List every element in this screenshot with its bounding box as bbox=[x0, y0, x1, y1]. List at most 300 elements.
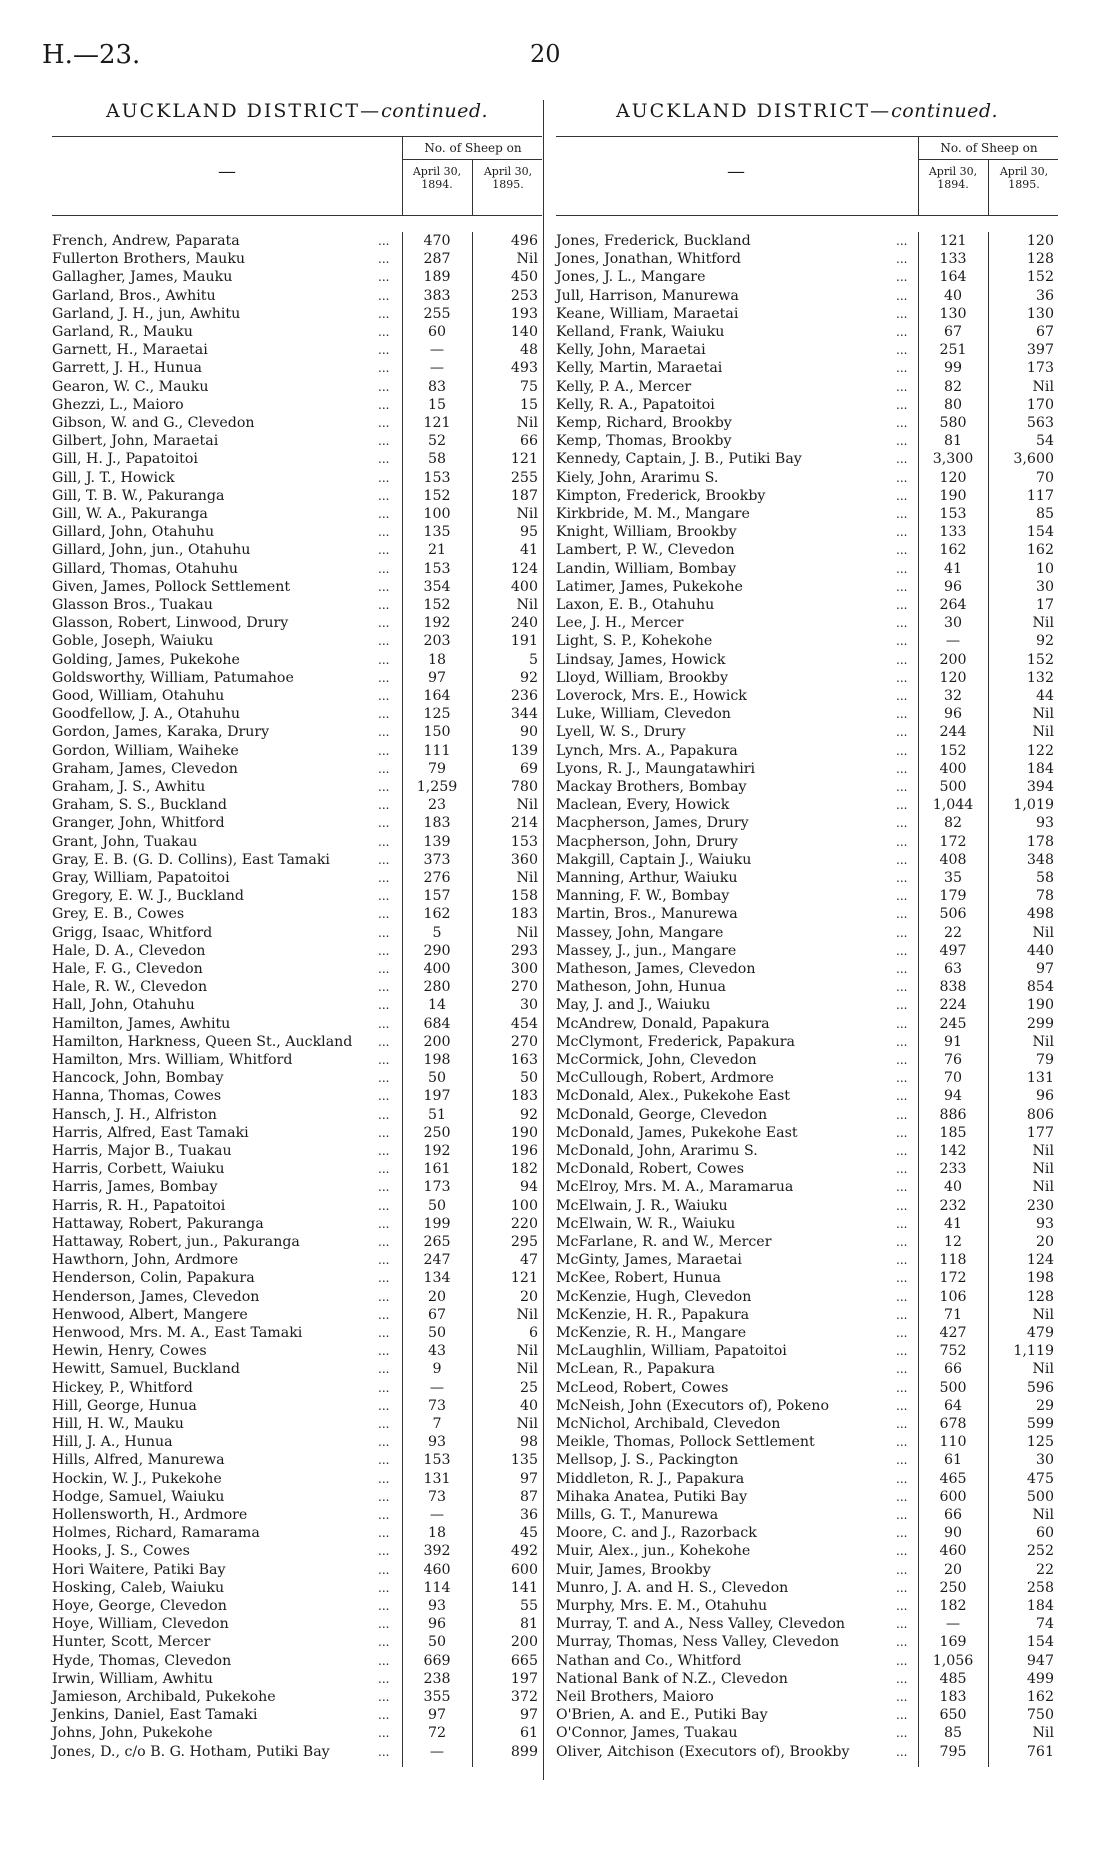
table-row bbox=[52, 1615, 542, 1633]
table-row bbox=[52, 378, 542, 396]
table-row bbox=[52, 487, 542, 505]
leader-dots: ... bbox=[896, 543, 908, 558]
table-row bbox=[52, 1269, 542, 1287]
owner-name-cell: McElwain, W. R., Waiuku bbox=[556, 1215, 736, 1232]
sheep-1895-cell: 899 bbox=[510, 1743, 538, 1760]
owner-name-cell: Hollensworth, H., Ardmore bbox=[52, 1507, 248, 1523]
sheep-1895-cell: 182 bbox=[510, 1161, 538, 1178]
owner-name-cell: Murphy, Mrs. E. M., Otahuhu bbox=[556, 1598, 768, 1614]
sheep-1894-cell: 164 bbox=[423, 688, 451, 704]
sheep-1894-cell: 131 bbox=[423, 1470, 451, 1487]
owner-name-cell: Gray, E. B. (G. D. Collins), East Tamaki bbox=[52, 851, 330, 868]
sheep-1894-cell: 66 bbox=[943, 1507, 963, 1523]
sheep-1895-cell: 17 bbox=[1035, 597, 1054, 613]
sheep-1894-cell: 255 bbox=[423, 305, 451, 322]
owner-name-cell: Glasson, Robert, Linwood, Drury bbox=[52, 615, 289, 632]
sheep-1894-cell: 506 bbox=[939, 906, 967, 923]
sheep-1895-cell: 152 bbox=[1026, 269, 1054, 286]
owner-name-cell: Hewin, Henry, Cowes bbox=[52, 1343, 207, 1360]
name-column-header: — bbox=[218, 161, 236, 182]
table-row bbox=[52, 1670, 542, 1688]
leader-dots: ... bbox=[896, 670, 908, 685]
sheep-1895-cell: 162 bbox=[1026, 542, 1054, 559]
leader-dots: ... bbox=[378, 361, 390, 376]
owner-name-cell: Maclean, Every, Howick bbox=[556, 797, 730, 814]
table-row bbox=[556, 869, 1058, 887]
sheep-1894-cell: 287 bbox=[423, 251, 451, 268]
table-row bbox=[556, 1597, 1058, 1615]
owner-name-cell: Kimpton, Frederick, Brookby bbox=[556, 487, 766, 504]
owner-name-cell: Luke, William, Clevedon bbox=[556, 706, 731, 723]
sheep-1894-cell: 203 bbox=[423, 633, 451, 650]
leader-dots: ... bbox=[896, 707, 908, 722]
sheep-1894-cell: 232 bbox=[939, 1197, 967, 1214]
leader-dots: ... bbox=[378, 470, 390, 485]
owner-name-cell: Nathan and Co., Whitford bbox=[556, 1652, 742, 1669]
table-row bbox=[556, 1033, 1058, 1051]
table-row bbox=[556, 396, 1058, 414]
owner-name-cell: Gill, T. B. W., Pakuranga bbox=[52, 487, 225, 504]
table-row bbox=[556, 1360, 1058, 1378]
table-row bbox=[52, 432, 542, 450]
sheep-1895-cell: Nil bbox=[516, 506, 538, 522]
sheep-1895-cell: 750 bbox=[1026, 1707, 1054, 1724]
table-row bbox=[52, 359, 542, 377]
owner-name-cell: Garland, J. H., jun, Awhitu bbox=[52, 305, 241, 322]
leader-dots: ... bbox=[896, 1089, 908, 1104]
leader-dots: ... bbox=[896, 743, 908, 758]
sheep-1894-cell: 97 bbox=[427, 669, 447, 686]
sheep-1894-cell: 60 bbox=[427, 324, 447, 340]
sheep-1894-cell: 67 bbox=[427, 1306, 447, 1323]
sheep-1895-cell: 41 bbox=[519, 542, 538, 559]
leader-dots: ... bbox=[378, 452, 390, 467]
table-row bbox=[556, 1451, 1058, 1469]
leader-dots: ... bbox=[378, 1089, 390, 1104]
sheep-1894-cell: 280 bbox=[423, 979, 451, 996]
table-row bbox=[556, 942, 1058, 960]
sheep-1895-cell: Nil bbox=[1032, 378, 1054, 395]
sheep-1894-cell: 245 bbox=[939, 1015, 967, 1032]
sheep-1895-cell: 125 bbox=[1026, 1434, 1054, 1451]
table-row bbox=[556, 450, 1058, 468]
owner-name-cell: Latimer, James, Pukekohe bbox=[556, 578, 743, 595]
sheep-1895-cell: 397 bbox=[1026, 342, 1054, 359]
leader-dots: ... bbox=[378, 1162, 390, 1177]
sheep-1895-cell: 500 bbox=[1026, 1488, 1054, 1505]
sheep-1894-cell: 23 bbox=[427, 797, 447, 814]
leader-dots: ... bbox=[378, 780, 390, 794]
owner-name-cell: Golding, James, Pukekohe bbox=[52, 651, 240, 668]
table-row bbox=[556, 1415, 1058, 1433]
leader-dots: ... bbox=[378, 907, 390, 922]
table-row bbox=[52, 1488, 542, 1506]
sheep-1894-cell: 35 bbox=[943, 870, 963, 886]
leader-dots: ... bbox=[378, 1398, 390, 1413]
leader-dots: ... bbox=[896, 1016, 908, 1031]
sheep-1894-cell: 93 bbox=[427, 1598, 447, 1614]
owner-name-cell: Gallagher, James, Mauku bbox=[52, 269, 233, 286]
table-row bbox=[556, 414, 1058, 432]
sheep-1894-cell: 153 bbox=[423, 560, 451, 577]
owner-name-cell: Irwin, William, Awhitu bbox=[52, 1670, 213, 1687]
sheep-1894-cell: 43 bbox=[427, 1343, 447, 1360]
table-row bbox=[556, 1306, 1058, 1324]
sheep-1894-cell: 197 bbox=[423, 1088, 451, 1105]
sheep-1895-cell: 135 bbox=[510, 1452, 538, 1469]
owner-name-cell: Henwood, Albert, Mangere bbox=[52, 1306, 248, 1323]
owner-name-cell: Henderson, James, Clevedon bbox=[52, 1288, 260, 1305]
sheep-1895-cell: 253 bbox=[510, 287, 538, 304]
table-row bbox=[52, 942, 542, 960]
sheep-1894-cell: 134 bbox=[423, 1270, 451, 1287]
sheep-1894-cell: 130 bbox=[939, 305, 967, 322]
owner-name-cell: Mellsop, J. S., Packington bbox=[556, 1452, 739, 1469]
sheep-1894-cell: — bbox=[429, 1507, 445, 1523]
table-row bbox=[52, 1288, 542, 1306]
sheep-1895-cell: 214 bbox=[510, 815, 538, 832]
sheep-1895-cell: 93 bbox=[1035, 815, 1054, 832]
table-row bbox=[52, 1160, 542, 1178]
leader-dots: ... bbox=[378, 1726, 390, 1741]
col-1895-header: April 30, 1895. bbox=[483, 165, 533, 191]
left-column bbox=[52, 96, 542, 1760]
sheep-1894-cell: 120 bbox=[939, 669, 967, 686]
table-row bbox=[556, 523, 1058, 541]
leader-dots: ... bbox=[378, 416, 390, 430]
owner-name-cell: McDonald, George, Clevedon bbox=[556, 1106, 768, 1123]
leader-dots: ... bbox=[896, 1071, 908, 1086]
sheep-1895-cell: 97 bbox=[519, 1470, 538, 1487]
column-rule bbox=[918, 232, 919, 1767]
leader-dots: ... bbox=[378, 1417, 390, 1431]
table-row bbox=[52, 268, 542, 286]
table-row bbox=[556, 632, 1058, 650]
sheep-count-group-header: No. of Sheep on bbox=[424, 141, 522, 155]
leader-dots: ... bbox=[378, 1016, 390, 1031]
sheep-1895-cell: 5 bbox=[528, 651, 538, 668]
owner-name-cell: Garland, R., Mauku bbox=[52, 324, 193, 340]
leader-dots: ... bbox=[378, 1307, 390, 1322]
sheep-1895-cell: 55 bbox=[519, 1598, 538, 1614]
sheep-1894-cell: 182 bbox=[939, 1598, 967, 1614]
owner-name-cell: Hill, George, Hunua bbox=[52, 1397, 197, 1414]
leader-dots: ... bbox=[896, 1599, 908, 1613]
sheep-1894-cell: 93 bbox=[427, 1434, 447, 1451]
sheep-1894-cell: 497 bbox=[939, 942, 967, 959]
owner-name-cell: Hickey, P., Whitford bbox=[52, 1379, 193, 1396]
sheep-1894-cell: 81 bbox=[943, 433, 963, 450]
table-row bbox=[52, 578, 542, 596]
leader-dots: ... bbox=[896, 689, 908, 703]
sheep-1894-cell: 169 bbox=[939, 1634, 967, 1651]
sheep-1894-cell: 121 bbox=[423, 415, 451, 431]
leader-dots: ... bbox=[896, 761, 908, 776]
leader-dots: ... bbox=[896, 1708, 908, 1723]
sheep-1894-cell: 465 bbox=[939, 1470, 967, 1487]
table-row bbox=[556, 1743, 1058, 1761]
owner-name-cell: Massey, John, Mangare bbox=[556, 924, 724, 941]
sheep-1894-cell: 71 bbox=[943, 1306, 963, 1323]
table-header bbox=[52, 136, 542, 216]
owner-name-cell: Mihaka Anatea, Putiki Bay bbox=[556, 1488, 748, 1505]
leader-dots: ... bbox=[896, 962, 908, 976]
leader-dots: ... bbox=[896, 1253, 908, 1268]
table-row bbox=[556, 560, 1058, 578]
sheep-1895-cell: 197 bbox=[510, 1670, 538, 1687]
leader-dots: ... bbox=[896, 652, 908, 667]
table-row bbox=[52, 1233, 542, 1251]
table-row bbox=[556, 378, 1058, 396]
leader-dots: ... bbox=[896, 616, 908, 631]
sheep-1894-cell: 73 bbox=[427, 1397, 447, 1414]
table-row bbox=[556, 1160, 1058, 1178]
table-row bbox=[556, 1615, 1058, 1633]
table-row bbox=[52, 742, 542, 760]
sheep-1895-cell: 22 bbox=[1035, 1561, 1054, 1578]
column-rule bbox=[988, 232, 989, 1767]
sheep-1895-cell: 255 bbox=[510, 469, 538, 486]
table-row bbox=[556, 1215, 1058, 1233]
sheep-1895-cell: Nil bbox=[1032, 1179, 1054, 1196]
table-row bbox=[52, 1342, 542, 1360]
sheep-1895-cell: 60 bbox=[1035, 1525, 1054, 1542]
sheep-1894-cell: 99 bbox=[943, 360, 963, 377]
leader-dots: ... bbox=[378, 1544, 390, 1559]
sheep-1895-cell: 200 bbox=[510, 1634, 538, 1651]
sheep-1894-cell: 250 bbox=[939, 1579, 967, 1596]
sheep-1894-cell: 40 bbox=[943, 287, 963, 304]
owner-name-cell: Landin, William, Bombay bbox=[556, 560, 737, 577]
leader-dots: ... bbox=[896, 1326, 908, 1340]
sheep-1894-cell: 21 bbox=[427, 542, 447, 559]
sheep-1895-cell: 75 bbox=[519, 378, 538, 395]
owner-name-cell: Manning, F. W., Bombay bbox=[556, 888, 730, 905]
sheep-1894-cell: 7 bbox=[432, 1416, 442, 1432]
leader-dots: ... bbox=[378, 343, 390, 358]
sheep-1895-cell: Nil bbox=[516, 924, 538, 941]
leader-dots: ... bbox=[896, 1289, 908, 1304]
sheep-1894-cell: 460 bbox=[939, 1543, 967, 1560]
table-row bbox=[52, 851, 542, 869]
sheep-1895-cell: 97 bbox=[519, 1707, 538, 1724]
leader-dots: ... bbox=[896, 1635, 908, 1650]
owner-name-cell: McNichol, Archibald, Clevedon bbox=[556, 1416, 781, 1432]
owner-name-cell: Hale, R. W., Clevedon bbox=[52, 979, 208, 996]
sheep-1895-cell: 131 bbox=[1026, 1070, 1054, 1087]
owner-name-cell: Harris, Major B., Tuakau bbox=[52, 1143, 232, 1159]
table-row bbox=[52, 1561, 542, 1579]
sheep-1895-cell: 152 bbox=[1026, 651, 1054, 668]
owner-name-cell: Hockin, W. J., Pukekohe bbox=[52, 1470, 222, 1487]
leader-dots: ... bbox=[896, 379, 908, 394]
leader-dots: ... bbox=[378, 1635, 390, 1650]
table-row bbox=[556, 341, 1058, 359]
sheep-1894-cell: 153 bbox=[423, 469, 451, 486]
right-column bbox=[556, 96, 1058, 1760]
header-rule bbox=[918, 137, 919, 215]
table-row bbox=[52, 1069, 542, 1087]
owner-name-cell: Gill, W. A., Pakuranga bbox=[52, 506, 208, 522]
sheep-1895-cell: 184 bbox=[1026, 760, 1054, 777]
owner-name-cell: McNeish, John (Executors of), Pokeno bbox=[556, 1397, 829, 1414]
table-row bbox=[52, 541, 542, 559]
owner-name-cell: Muir, Alex., jun., Kohekohe bbox=[556, 1543, 751, 1560]
owner-name-cell: Mills, G. T., Manurewa bbox=[556, 1507, 719, 1523]
owner-name-cell: Kemp, Richard, Brookby bbox=[556, 415, 732, 431]
sheep-1895-cell: 69 bbox=[519, 760, 538, 777]
table-row bbox=[556, 1433, 1058, 1451]
sheep-1895-cell: 158 bbox=[510, 888, 538, 905]
table-row bbox=[556, 614, 1058, 632]
leader-dots: ... bbox=[896, 361, 908, 376]
sheep-1894-cell: 238 bbox=[423, 1670, 451, 1687]
leader-dots: ... bbox=[896, 725, 908, 740]
sheep-1894-cell: 684 bbox=[423, 1015, 451, 1032]
sheep-1894-cell: 580 bbox=[939, 415, 967, 431]
table-row bbox=[556, 596, 1058, 614]
table-row bbox=[556, 1142, 1058, 1160]
owner-name-cell: McLean, R., Papakura bbox=[556, 1361, 715, 1378]
table-row bbox=[52, 1688, 542, 1706]
header-rule bbox=[472, 159, 473, 215]
sheep-1894-cell: 85 bbox=[943, 1725, 963, 1742]
leader-dots: ... bbox=[378, 1125, 390, 1140]
sheep-1895-cell: 394 bbox=[1026, 779, 1054, 795]
owner-name-cell: McElwain, J. R., Waiuku bbox=[556, 1197, 728, 1214]
owner-name-cell: Harris, Alfred, East Tamaki bbox=[52, 1124, 249, 1141]
leader-dots: ... bbox=[378, 980, 390, 995]
sheep-1894-cell: — bbox=[945, 633, 961, 650]
table-row bbox=[556, 1124, 1058, 1142]
leader-dots: ... bbox=[378, 1198, 390, 1213]
table-row bbox=[556, 1197, 1058, 1215]
table-row bbox=[52, 1124, 542, 1142]
table-row bbox=[556, 723, 1058, 741]
owner-name-cell: Glasson Bros., Tuakau bbox=[52, 597, 213, 613]
table-row bbox=[556, 1015, 1058, 1033]
sheep-1895-cell: 498 bbox=[1026, 906, 1054, 923]
sheep-1894-cell: 500 bbox=[939, 779, 967, 795]
sheep-1894-cell: 152 bbox=[423, 487, 451, 504]
table-row bbox=[52, 305, 542, 323]
table-row bbox=[556, 887, 1058, 905]
sheep-1895-cell: 236 bbox=[510, 688, 538, 704]
owner-name-cell: Graham, J. S., Awhitu bbox=[52, 779, 206, 795]
owner-name-cell: Hyde, Thomas, Clevedon bbox=[52, 1652, 232, 1669]
table-row bbox=[556, 669, 1058, 687]
sheep-1894-cell: 22 bbox=[943, 924, 963, 941]
leader-dots: ... bbox=[896, 1380, 908, 1395]
owner-name-cell: Granger, John, Whitford bbox=[52, 815, 225, 832]
table-row bbox=[556, 1379, 1058, 1397]
table-row bbox=[52, 905, 542, 923]
table-row bbox=[52, 614, 542, 632]
sheep-1894-cell: 83 bbox=[427, 378, 447, 395]
owner-name-cell: Hewitt, Samuel, Buckland bbox=[52, 1361, 240, 1378]
leader-dots: ... bbox=[896, 1235, 908, 1249]
sheep-count-group-header: No. of Sheep on bbox=[940, 141, 1038, 155]
sheep-1895-cell: 154 bbox=[1026, 1634, 1054, 1651]
sheep-1894-cell: 121 bbox=[939, 233, 967, 249]
leader-dots: ... bbox=[896, 1417, 908, 1431]
owner-name-cell: Jenkins, Daniel, East Tamaki bbox=[52, 1707, 258, 1724]
table-row bbox=[52, 924, 542, 942]
leader-dots: ... bbox=[896, 907, 908, 922]
sheep-1895-cell: 58 bbox=[1035, 870, 1054, 886]
leader-dots: ... bbox=[896, 1362, 908, 1377]
table-row bbox=[52, 1470, 542, 1488]
sheep-1894-cell: 164 bbox=[939, 269, 967, 286]
leader-dots: ... bbox=[378, 1180, 390, 1195]
sheep-1895-cell: Nil bbox=[1032, 1033, 1054, 1050]
report-reference: H.—23. bbox=[42, 40, 141, 70]
leader-dots: ... bbox=[896, 1471, 908, 1486]
sheep-1895-cell: 30 bbox=[1035, 1452, 1054, 1469]
table-row bbox=[52, 669, 542, 687]
leader-dots: ... bbox=[378, 871, 390, 885]
sheep-1894-cell: 72 bbox=[427, 1725, 447, 1742]
owner-name-cell: McElroy, Mrs. M. A., Maramarua bbox=[556, 1179, 794, 1196]
sheep-1895-cell: 220 bbox=[510, 1215, 538, 1232]
sheep-1895-cell: 499 bbox=[1026, 1670, 1054, 1687]
sheep-1894-cell: 41 bbox=[943, 560, 963, 577]
owner-name-cell: Murray, T. and A., Ness Valley, Clevedon bbox=[556, 1616, 846, 1633]
leader-dots: ... bbox=[896, 1726, 908, 1741]
sheep-1894-cell: 111 bbox=[423, 742, 451, 759]
owner-name-cell: McKee, Robert, Hunua bbox=[556, 1270, 721, 1287]
leader-dots: ... bbox=[896, 1034, 908, 1049]
leader-dots: ... bbox=[896, 1144, 908, 1158]
owner-name-cell: Hall, John, Otahuhu bbox=[52, 997, 195, 1014]
sheep-1895-cell: 97 bbox=[1035, 961, 1054, 977]
sheep-1894-cell: 97 bbox=[427, 1707, 447, 1724]
sheep-1895-cell: Nil bbox=[1032, 706, 1054, 723]
table-row bbox=[52, 1433, 542, 1451]
owner-name-cell: McCormick, John, Clevedon bbox=[556, 1052, 757, 1068]
sheep-1895-cell: 184 bbox=[1026, 1598, 1054, 1614]
owner-name-cell: Gray, William, Papatoitoi bbox=[52, 870, 230, 886]
table-row bbox=[52, 1524, 542, 1542]
owner-name-cell: Kelland, Frank, Waiuku bbox=[556, 324, 725, 340]
leader-dots: ... bbox=[378, 507, 390, 521]
sheep-1894-cell: 153 bbox=[939, 506, 967, 522]
sheep-1894-cell: 150 bbox=[423, 724, 451, 741]
leader-dots: ... bbox=[378, 962, 390, 976]
sheep-1895-cell: 128 bbox=[1026, 251, 1054, 268]
sheep-1895-cell: 454 bbox=[510, 1015, 538, 1032]
owner-name-cell: Harris, James, Bombay bbox=[52, 1179, 218, 1196]
sheep-1894-cell: 76 bbox=[943, 1052, 963, 1068]
sheep-1895-cell: 92 bbox=[519, 669, 538, 686]
owner-name-cell: Hodge, Samuel, Waiuku bbox=[52, 1488, 225, 1505]
table-row bbox=[556, 250, 1058, 268]
name-column-header: — bbox=[727, 161, 745, 182]
sheep-1894-cell: 199 bbox=[423, 1215, 451, 1232]
table-row bbox=[556, 1342, 1058, 1360]
sheep-1895-cell: 44 bbox=[1035, 688, 1054, 704]
sheep-1894-cell: 100 bbox=[423, 506, 451, 522]
table-row bbox=[556, 1269, 1058, 1287]
leader-dots: ... bbox=[896, 1744, 908, 1759]
owner-name-cell: McGinty, James, Maraetai bbox=[556, 1252, 742, 1269]
table-row bbox=[556, 578, 1058, 596]
sheep-1895-cell: 36 bbox=[519, 1507, 538, 1523]
leader-dots: ... bbox=[378, 1671, 390, 1686]
sheep-1894-cell: 66 bbox=[943, 1361, 963, 1378]
owner-name-cell: Gillard, John, Otahuhu bbox=[52, 524, 215, 541]
sheep-1894-cell: 200 bbox=[939, 651, 967, 668]
